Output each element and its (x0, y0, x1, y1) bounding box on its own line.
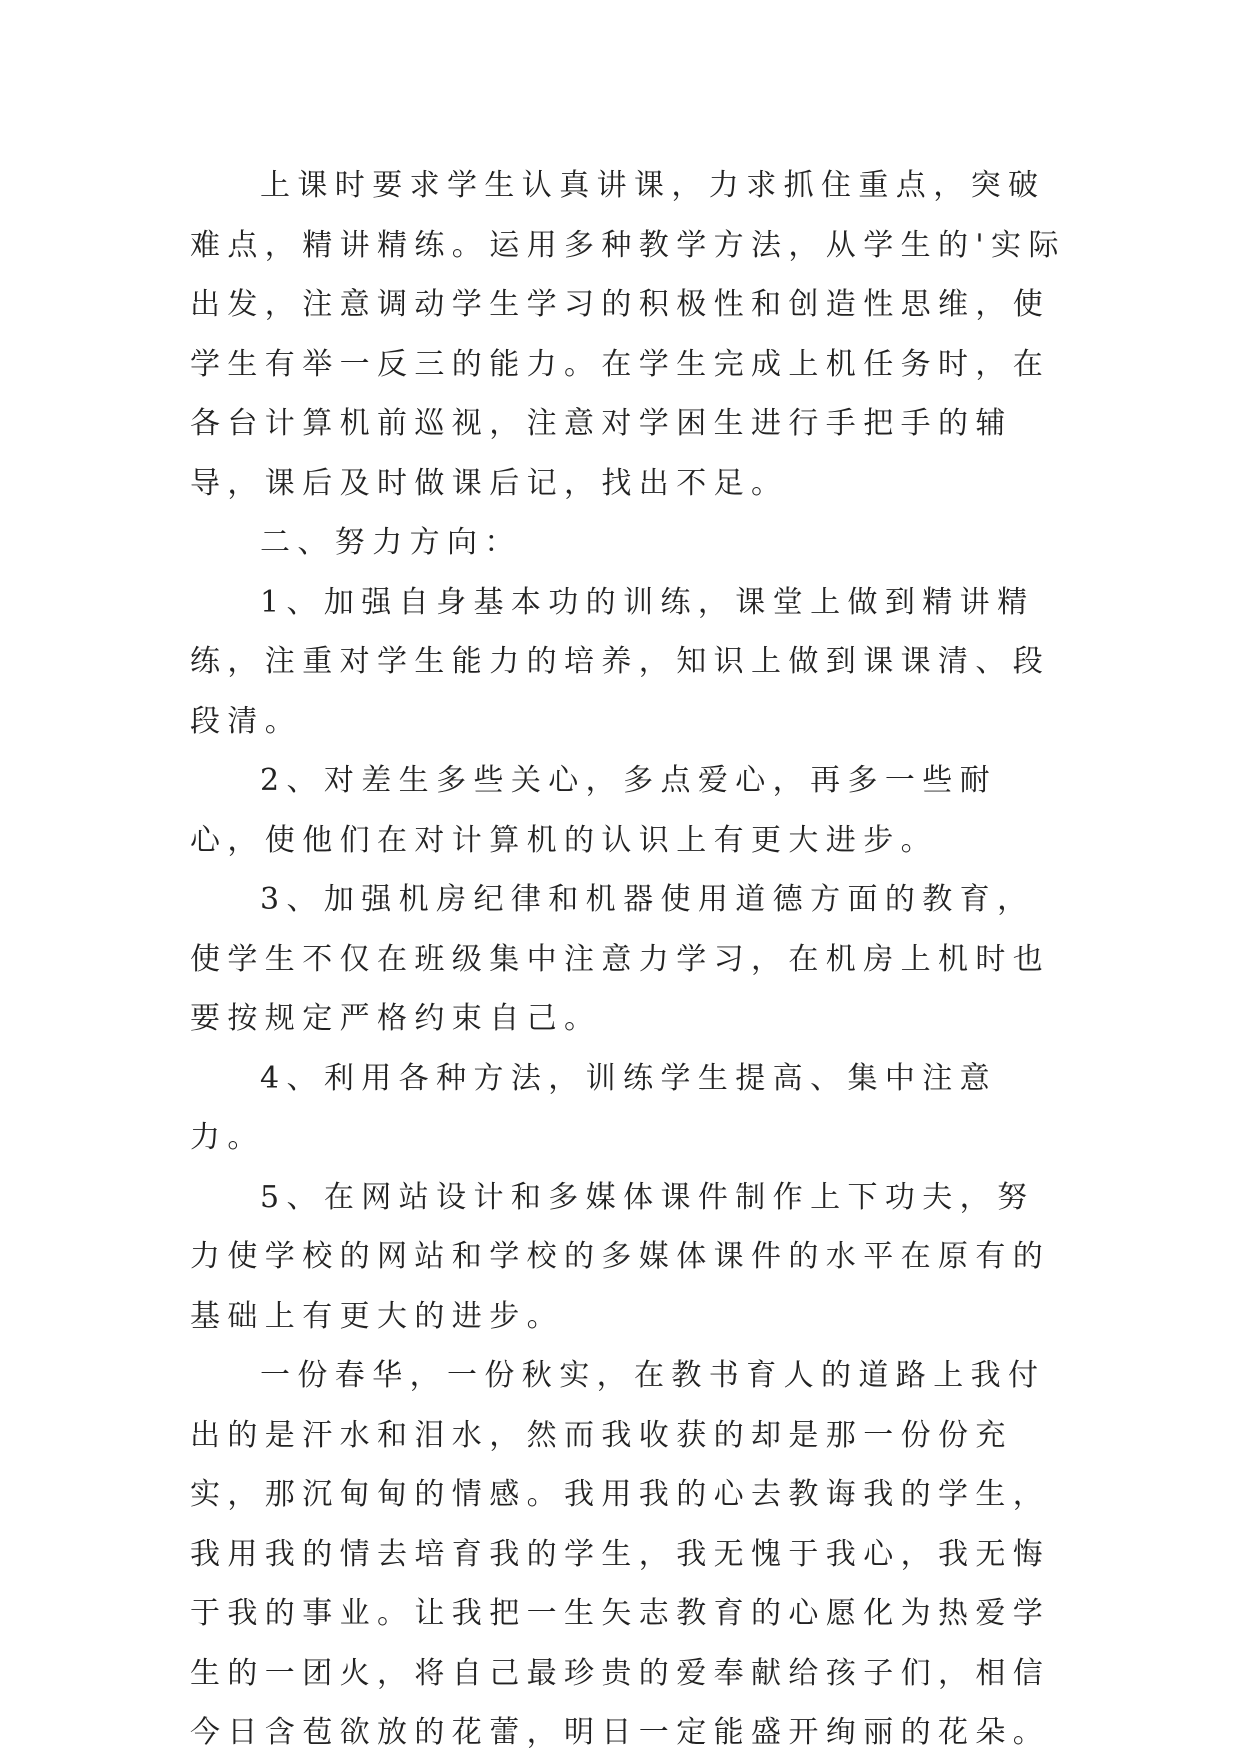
paragraph-conclusion: 一份春华，一份秋实，在教书育人的道路上我付出的是汗水和泪水，然而我收获的却是那一份份充实，那沉甸甸的情感。我用我的心去教诲我的学生，我用我的情去培育我的学生，我无愧于我心，我无悔于我的事业。让我把一生矢志教育的心愿化为热爱学生的一团火，将自己最珍贵的爱奉献给孩子们，相信今日含苞欲放的花蕾，明日一定能盛开绚丽的花朵。 (190, 1358, 1051, 1750)
paragraph-item-4: 4、利用各种方法，训练学生提高、集中注意力。 (190, 1060, 998, 1155)
document-page (190, 156, 1070, 1763)
paragraph-item-5: 5、在网站设计和多媒体课件制作上下功夫，努力使学校的网站和学校的多媒体课件的水平在原有的基础上有更大的进步。 (190, 1179, 1051, 1334)
paragraph-teaching-method: 上课时要求学生认真讲课，力求抓住重点，突破难点，精讲精练。运用多种教学方法，从学生的'实际出发，注意调动学生学习的积极性和创造性思维，使学生有举一反三的能力。在学生完成上机任务时，在各台计算机前巡视，注意对学困生进行手把手的辅导，课后及时做课后记，找出不足。 (190, 168, 1066, 501)
paragraph-item-2: 2、对差生多些关心，多点爱心，再多一些耐心，使他们在对计算机的认识上有更大进步。 (190, 763, 998, 858)
paragraph-item-1: 1、加强自身基本功的训练，课堂上做到精讲精练，注重对学生能力的培养，知识上做到课课清、段段清。 (190, 584, 1051, 739)
paragraph-heading-direction: 二、努力方向： (260, 525, 522, 560)
paragraph-item-3: 3、加强机房纪律和机器使用道德方面的教育，使学生不仅在班级集中注意力学习，在机房上机时也要按规定严格约束自己。 (190, 882, 1051, 1036)
